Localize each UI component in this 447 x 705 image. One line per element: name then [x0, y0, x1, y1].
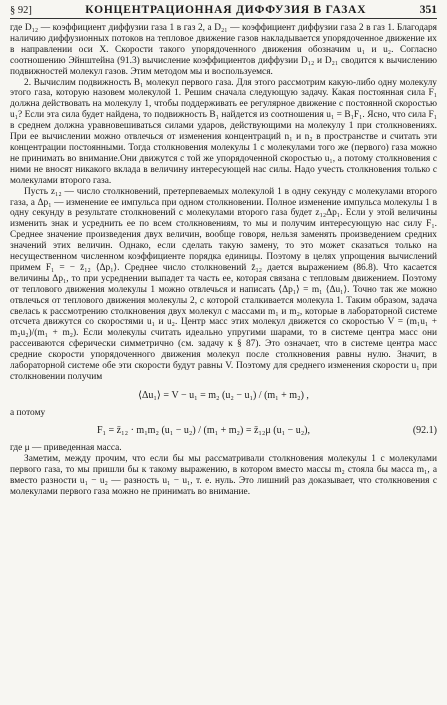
after-equation-text: где μ — приведенная масса.	[10, 442, 122, 453]
section-marker: § 92]	[10, 5, 32, 16]
page-header	[10, 4, 437, 19]
lead-in-text: а потому	[10, 407, 46, 418]
paragraph-2: 2. Вычислим подвижность B₁ молекул первого газа. Для этого рассмотрим какую-либо одну молекулу этого газа, которую назовем молекулой 1. Решим сначала следующую задачу. Какая постоянная сила F₁ должна действовать на молекулу 1, чтобы поддерживать ее регулярное движение с постоянной скоростью u₁? Если эта сила будет найдена, то подвижность B₁ найдется из соотношения u₁ = B₁F₁. Ясно, что сила F₁ в среднем должна уравновешиваться силами ударов, действующими на молекулу 1 при столкновениях. При ее вычислении можно отвлечься от изменения концентраций n₁ и n₂ в пространстве и считать эти концентрации постоянными. Тогда столкновения молекулы 1 с молекулами того же (первого) газа можно не принимать во внимание.Они движутся с той же упорядоченной скоростью u₁, а потому столкновения с ними не вносят никакого вклада в величину интересующей нас силы. Надо учесть столкновения только с молекулами второго газа.	[10, 77, 437, 186]
page-number: 351	[419, 4, 437, 16]
equation-delta-u-text: ⟨Δu₁⟩ = V − u₁ = m₂ (u₂ − u₁) / (m₁ + m₂) ,	[138, 389, 309, 401]
equation-number: (92.1)	[412, 424, 437, 436]
equation-force	[10, 425, 437, 436]
equation-force-text: F₁ = z̄₁₂ · m₁m₂ (u₁ − u₂) / (m₁ + m₂) = z̄₁₂μ (u₁ − u₂),	[96, 424, 311, 436]
equation-delta-u	[10, 390, 437, 401]
paragraph-final: Заметим, между прочим, что если бы мы рассматривали столкновения молекулы 1 с молекулами первого газа, то мы пришли бы к такому выражению, в котором вместо массы m₂ стояла бы масса m₁, а вместо разности u₁ − u₂ — разность u₁ − u₁, т. е. нуль. Это лишний раз доказывает, что столкновения с молекулами первого газа можно не принимать во внимание.	[10, 453, 437, 497]
running-title: КОНЦЕНТРАЦИОННАЯ ДИФФУЗИЯ В ГАЗАХ	[85, 4, 367, 16]
paragraph-1: где D₁₂ — коэффициент диффузии газа 1 в газ 2, а D₂₁ — коэффициент диффузии газа 2 в газ 1. Благодаря наличию диффузионных потоков на тепловое движение газов накладывается упорядоченное движение их в направлении оси X. Скорости такого упорядоченного движения обозначим u₁ и u₂. Согласно соотношению Эйнштейна (91.3) вычисление коэффициентов диффузии D₁₂ и D₂₁ сводится к вычислению подвижностей молекул газов. Этим методом мы и воспользуемся.	[10, 23, 437, 77]
paragraph-3: Пусть z₁₂ — число столкновений, претерпеваемых молекулой 1 в одну секунду с молекулами второго газа, а Δp₁ — изменение ее импульса при одном столкновении. Полное изменение импульса молекулы 1 в одну секунду в результате столкновений с молекулами второго газа будет z₁₂Δp₁. Если у этой величины изменить знак и усреднить ее по всем столкновениям, то мы и получим интересующую нас силу F₁. Среднее значение произведения двух величин, вообще говоря, нельзя заменять произведением средних значений этих величин. Однако, если сделать такую замену, то это может сказаться только на несущественном численном коэффициенте порядка единицы. Поэтому в целях упрощения вычислений примем F₁ = − z̄₁₂ ⟨Δp₁⟩. Среднее число столкновений z̄₁₂ дается выражением (86.8). Что касается величины Δp₁, то при усреднении выпадет та часть ее, которая связана с тепловым движением. Поэтому от теплового движения молекулы 1 можно отвлечься и написать ⟨Δp₁⟩ = m₁ ⟨Δu₁⟩. Точно так же можно отвлечься от теплового движения молекулы 2, с которой сталкивается молекула 1. Таким образом, задача свелась к рассмотрению столкновения двух молекул с массами m₁ и m₂, которые в лабораторной системе отсчета движутся со скоростями u₁ и u₂. Центр масс этих молекул движется со скоростью V = (m₁u₁ + m₂u₂)/(m₁ + m₂). Если молекулы считать идеально упругими шарами, то в системе центра масс они рассеиваются сферически симметрично (см. задачу к § 87). Это означает, что в системе центра масс средние скорости упорядоченного движения молекул после столкновения равны нулю. Значит, в лабораторной системе обе эти скорости будут равны V. Поэтому для среднего изменения скорости u₁ при столкновении получим	[10, 186, 437, 382]
